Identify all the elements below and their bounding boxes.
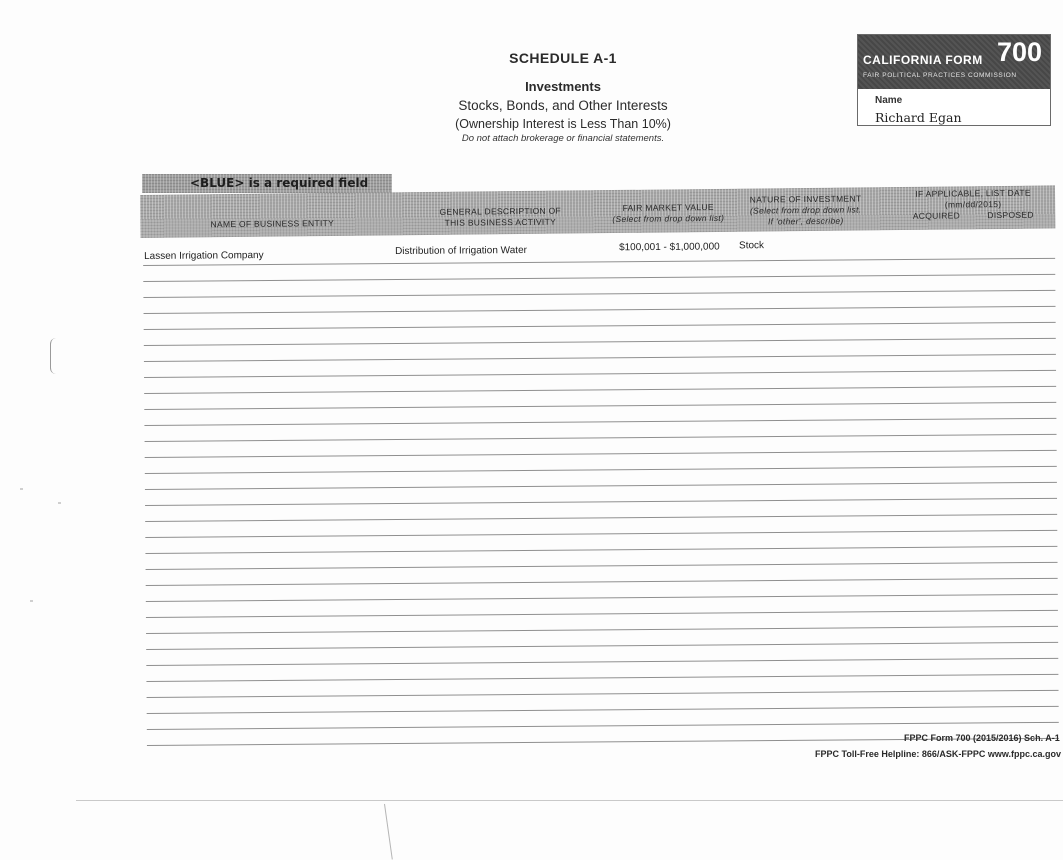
table-row[interactable]: [145, 546, 1057, 554]
column-header-disposed: DISPOSED: [987, 209, 1034, 221]
table-row[interactable]: [145, 466, 1057, 474]
title-block: [420, 50, 706, 144]
name-field[interactable]: Richard Egan: [875, 110, 962, 125]
column-header-nature-line3: If 'other', describe): [767, 215, 844, 227]
cell-business-name[interactable]: Lassen Irrigation Company: [144, 250, 264, 262]
table-row[interactable]: [144, 322, 1056, 330]
column-header-nature: [738, 193, 873, 227]
attachment-note: Do not attach brokerage or financial statements.: [461, 133, 665, 144]
table-row[interactable]: [144, 418, 1056, 426]
table-row[interactable]: [144, 370, 1056, 378]
table-row[interactable]: [147, 690, 1059, 698]
table-row[interactable]: [145, 514, 1057, 522]
column-header-date-subheads: [892, 209, 1054, 222]
table-row[interactable]: [146, 674, 1058, 682]
table-row[interactable]: [146, 594, 1058, 602]
table-row[interactable]: [145, 450, 1057, 458]
column-header-description: [430, 205, 570, 228]
table-row[interactable]: [144, 386, 1056, 394]
column-header-name: NAME OF BUSINESS ENTITY: [210, 217, 335, 230]
commission-label: FAIR POLITICAL PRACTICES COMMISSION: [863, 72, 1017, 79]
form-footer-id: FPPC Form 700 (2015/2016) Sch. A-1: [904, 733, 1060, 743]
table-row[interactable]: [146, 578, 1058, 586]
table-body: [143, 237, 1062, 764]
page-edge: [76, 800, 1063, 801]
column-header-description-line2: THIS BUSINESS ACTIVITY: [444, 216, 557, 228]
cell-description[interactable]: Distribution of Irrigation Water: [395, 244, 528, 258]
table-row[interactable]: [144, 306, 1056, 314]
table-row[interactable]: [145, 434, 1057, 442]
column-header-fair-market-value: [608, 202, 728, 225]
california-form-label: CALIFORNIA FORM: [863, 53, 983, 67]
column-header-description-line1: GENERAL DESCRIPTION OF: [439, 205, 562, 217]
column-header-acquired: ACQUIRED: [912, 210, 961, 221]
column-header-nature-line2: (Select from drop down list.: [749, 204, 862, 216]
table-row[interactable]: [143, 290, 1055, 298]
column-header-date: [892, 187, 1054, 222]
form-footer-helpline: FPPC Toll-Free Helpline: 866/ASK-FPPC www.fppc.ca.gov: [815, 749, 1062, 759]
table-row[interactable]: [145, 530, 1057, 538]
table-row[interactable]: [146, 626, 1058, 634]
table-row[interactable]: [144, 402, 1056, 410]
form-number: 700: [996, 37, 1042, 67]
column-header-fmv-line1: FAIR MARKET VALUE: [622, 201, 714, 213]
table-row[interactable]: [144, 338, 1056, 346]
table-row[interactable]: [146, 642, 1058, 650]
table-row[interactable]: [143, 258, 1055, 266]
scan-speck: [20, 488, 23, 490]
schedule-title: SCHEDULE A-1: [509, 50, 617, 66]
cell-fair-market-value[interactable]: $100,001 - $1,000,000: [619, 241, 720, 254]
table-row[interactable]: [146, 562, 1058, 570]
column-header-date-line1: IF APPLICABLE, LIST DATE: [915, 187, 1031, 199]
ownership-note: (Ownership Interest is Less Than 10%): [455, 117, 671, 131]
table-row[interactable]: [147, 706, 1059, 714]
name-label: Name: [875, 95, 903, 106]
scan-speck: [58, 502, 61, 504]
section-title: Investments: [525, 79, 601, 94]
scan-speck: [30, 600, 33, 602]
paper-crease: [384, 804, 393, 860]
table-header: [140, 185, 1055, 238]
section-subtitle: Stocks, Bonds, and Other Interests: [458, 98, 668, 113]
table-row[interactable]: [143, 274, 1055, 282]
form-id-box: [857, 34, 1051, 126]
form-id-header: [858, 35, 1050, 89]
table-row[interactable]: [144, 354, 1056, 362]
required-field-text: <BLUE> is a required field: [190, 176, 369, 190]
margin-mark: [50, 338, 57, 374]
table-row[interactable]: [146, 658, 1058, 666]
table-row[interactable]: [145, 482, 1057, 490]
cell-nature[interactable]: Stock: [738, 240, 765, 252]
required-field-banner: [142, 174, 392, 193]
table-row[interactable]: [147, 722, 1059, 730]
column-header-fmv-line2: (Select from drop down list): [612, 212, 725, 225]
table-row[interactable]: [145, 498, 1057, 506]
table-row[interactable]: [146, 610, 1058, 618]
column-header-date-line2: (mm/dd/2015): [944, 198, 1002, 210]
column-header-nature-line1: NATURE OF INVESTMENT: [749, 193, 862, 205]
